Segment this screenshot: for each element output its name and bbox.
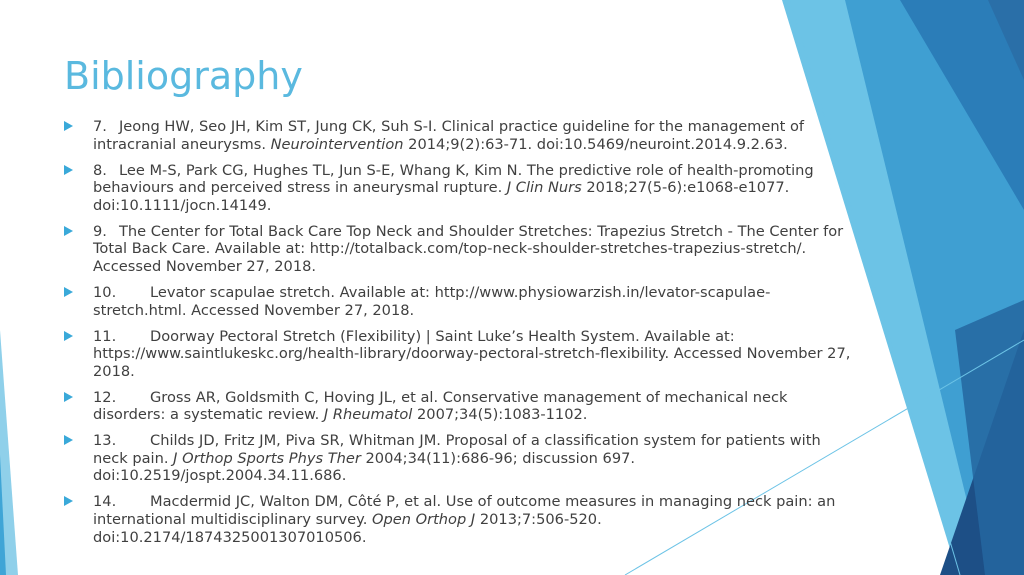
reference-citation: 2013;7:506-520. doi:10.2174/1874325001307010506. xyxy=(93,511,602,546)
reference-item xyxy=(64,432,854,485)
reference-text: The Center for Total Back Care Top Neck and Shoulder Stretches: Trapezius Stretch - The Center for Total Back Care. Available at: http://totalback.com/top-neck-shoulder-stretches-trapezius-stretch/. Accessed November 27, 2018. xyxy=(93,222,844,275)
reference-text: Doorway Pectoral Stretch (Flexibility) | Saint Luke’s Health System. Available at: https://www.saintlukeskc.org/health-library/doorway-pectoral-stretch-flexibility. Accessed November 27, 2018. xyxy=(93,327,851,380)
triangle-bullet-icon xyxy=(64,392,73,402)
reference-number: 7. xyxy=(93,118,107,135)
reference-number: 13. xyxy=(93,432,117,450)
journal-name: J Clin Nurs xyxy=(506,179,582,197)
journal-name: J Orthop Sports Phys Ther xyxy=(173,449,361,467)
journal-name: J Rheumatol xyxy=(323,406,413,424)
reference-item xyxy=(64,493,854,546)
reference-list xyxy=(64,118,854,555)
reference-number: 10. xyxy=(93,283,117,301)
reference-number: 9. xyxy=(93,222,107,240)
triangle-bullet-icon xyxy=(64,226,73,236)
reference-text: Jeong HW, Seo JH, Kim ST, Jung CK, Suh S-I. Clinical practice guideline for the management of intracranial aneurysms. xyxy=(93,118,805,153)
reference-citation: 2018;27(5-6):e1068-e1077. doi:10.1111/jocn.14149. xyxy=(93,179,790,214)
reference-number: 14. xyxy=(93,493,117,511)
reference-item xyxy=(64,223,854,276)
journal-name: Open Orthop J xyxy=(371,511,476,529)
page-title: Bibliography xyxy=(64,54,303,98)
reference-item xyxy=(64,389,854,424)
reference-text: Lee M-S, Park CG, Hughes TL, Jun S-E, Whang K, Kim N. The predictive role of health-promoting behaviours and perceived stress in aneurysmal rupture. xyxy=(93,161,814,197)
reference-number: 12. xyxy=(93,388,117,406)
reference-text: Levator scapulae stretch. Available at: http://www.physiowarzish.in/levator-scapulae-stretch.html. Accessed November 27, 2018. xyxy=(93,283,771,319)
triangle-bullet-icon xyxy=(64,121,73,131)
triangle-bullet-icon xyxy=(64,496,73,506)
reference-item xyxy=(64,284,854,319)
reference-number: 11. xyxy=(93,327,117,345)
reference-citation: 2014;9(2):63-71. doi:10.5469/neuroint.2014.9.2.63. xyxy=(403,135,788,153)
reference-citation: 2007;34(5):1083-1102. xyxy=(412,406,588,424)
triangle-bullet-icon xyxy=(64,165,73,175)
reference-item xyxy=(64,328,854,381)
reference-item xyxy=(64,118,854,153)
journal-name: Neurointervention xyxy=(270,135,404,153)
reference-citation: 2004;34(11):686-96; discussion 697. doi:10.2519/jospt.2004.34.11.686. xyxy=(93,449,636,485)
triangle-bullet-icon xyxy=(64,435,73,445)
reference-text: Macdermid JC, Walton DM, Côté P, et al. Use of outcome measures in managing neck pain: an international multidisciplinary survey. xyxy=(93,493,836,529)
triangle-bullet-icon xyxy=(64,331,73,341)
reference-text: Gross AR, Goldsmith C, Hoving JL, et al. Conservative management of mechanical neck disorders: a systematic review. xyxy=(93,388,788,424)
reference-item xyxy=(64,162,854,215)
reference-number: 8. xyxy=(93,161,107,179)
triangle-bullet-icon xyxy=(64,287,73,297)
reference-text: Childs JD, Fritz JM, Piva SR, Whitman JM. Proposal of a classification system for patients with neck pain. xyxy=(93,432,821,467)
